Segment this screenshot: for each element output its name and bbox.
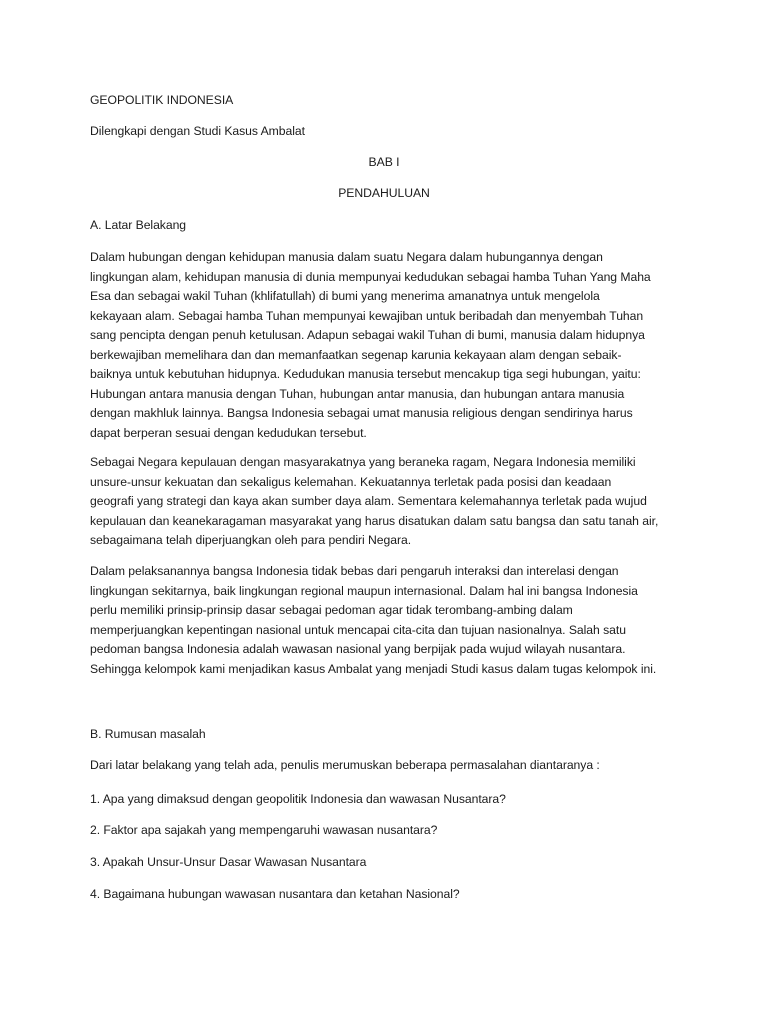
question-item: 3. Apakah Unsur-Unsur Dasar Wawasan Nusantara (90, 855, 367, 869)
paragraph-background-1 (90, 248, 730, 443)
paragraph-line: unsure-unsur kekuatan dan sekaligus kelemahan. Kekuatannya terletak pada posisi dan keadaan (90, 474, 612, 489)
paragraph-line: Sehingga kelompok kami menjadikan kasus Ambalat yang menjadi Studi kasus dalam tugas kelompok ini. (90, 661, 657, 676)
paragraph-line: lingkungan sekitarnya, baik lingkungan regional maupun internasional. Dalam hal ini bangsa Indonesia (90, 583, 638, 598)
paragraph-line: Dalam pelaksanannya bangsa Indonesia tidak bebas dari pengaruh interaksi dan interelasi dengan (90, 564, 619, 578)
paragraph-line: dengan makhluk lainnya. Bangsa Indonesia sebagai umat manusia religious dengan sendirinya harus (90, 406, 633, 420)
section-b-intro: Dari latar belakang yang telah ada, penulis merumuskan beberapa permasalahan diantaranya : (90, 758, 600, 772)
paragraph-line: sebagaimana telah diperjuangkan oleh para pendiri Negara. (90, 533, 412, 547)
section-a-heading: A. Latar Belakang (90, 218, 187, 232)
paragraph-line: kekayaan alam. Sebagai hamba Tuhan mempunyai kewajiban untuk beribadah dan menyembah Tuhan (90, 308, 644, 323)
chapter-title: PENDAHULUAN (338, 186, 430, 200)
question-item: 1. Apa yang dimaksud dengan geopolitik Indonesia dan wawasan Nusantara? (90, 792, 506, 806)
document-subtitle: Dilengkapi dengan Studi Kasus Ambalat (90, 124, 305, 138)
question-item: 2. Faktor apa sajakah yang mempengaruhi wawasan nusantara? (90, 823, 438, 837)
paragraph-line: Esa dan sebagai wakil Tuhan (khlifatullah) di bumi yang menerima amanatnya untuk mengelola (90, 289, 600, 303)
chapter-number: BAB I (368, 155, 400, 169)
paragraph-line: berkewajiban memelihara dan dan memanfaatkan segenap karunia kekayaan alam dengan sebaik- (90, 347, 622, 362)
question-item: 4. Bagaimana hubungan wawasan nusantara dan ketahan Nasional? (90, 887, 460, 901)
paragraph-line: sang pencipta dengan penuh ketulusan. Adapun sebagai wakil Tuhan di bumi, manusia dalam hidupnya (90, 328, 645, 342)
section-b-heading: B. Rumusan masalah (90, 727, 206, 741)
paragraph-line: baiknya untuk kebutuhan hidupnya. Kedudukan manusia tersebut mencakup tiga segi hubungan, yaitu: (90, 367, 641, 381)
paragraph-line: dapat berperan sesuai dengan kedudukan tersebut. (90, 425, 367, 440)
paragraph-line: kepulauan dan keanekaragaman masyarakat yang harus disatukan dalam satu bangsa dan satu tanah air, (90, 513, 659, 528)
paragraph-background-3 (90, 562, 730, 679)
paragraph-line: memperjuangkan kepentingan nasional untuk mencapai cita-cita dan tujuan nasionalnya. Salah satu (90, 622, 626, 637)
paragraph-line: Sebagai Negara kepulauan dengan masyarakatnya yang beraneka ragam, Negara Indonesia memiliki (90, 455, 636, 469)
document-title: GEOPOLITIK INDONESIA (90, 93, 234, 107)
paragraph-line: geografi yang strategi dan kaya akan sumber daya alam. Sementara kelemahannya terletak pada wujud (90, 494, 647, 508)
paragraph-line: Dalam hubungan dengan kehidupan manusia dalam suatu Negara dalam hubungannya dengan (90, 250, 603, 264)
paragraph-line: pedoman bangsa Indonesia adalah wawasan nasional yang berpijak pada wujud wilayah nusantara. (90, 642, 626, 656)
paragraph-background-2 (90, 453, 730, 551)
paragraph-line: Hubungan antara manusia dengan Tuhan, hubungan antar manusia, dan hubungan antara manusia (90, 386, 625, 401)
paragraph-line: lingkungan alam, kehidupan manusia di dunia mempunyai kedudukan sebagai hamba Tuhan Yang Maha (90, 269, 651, 284)
paragraph-line: perlu memiliki prinsip-prinsip dasar sebagai pedoman agar tidak terombang-ambing dalam (90, 603, 573, 617)
